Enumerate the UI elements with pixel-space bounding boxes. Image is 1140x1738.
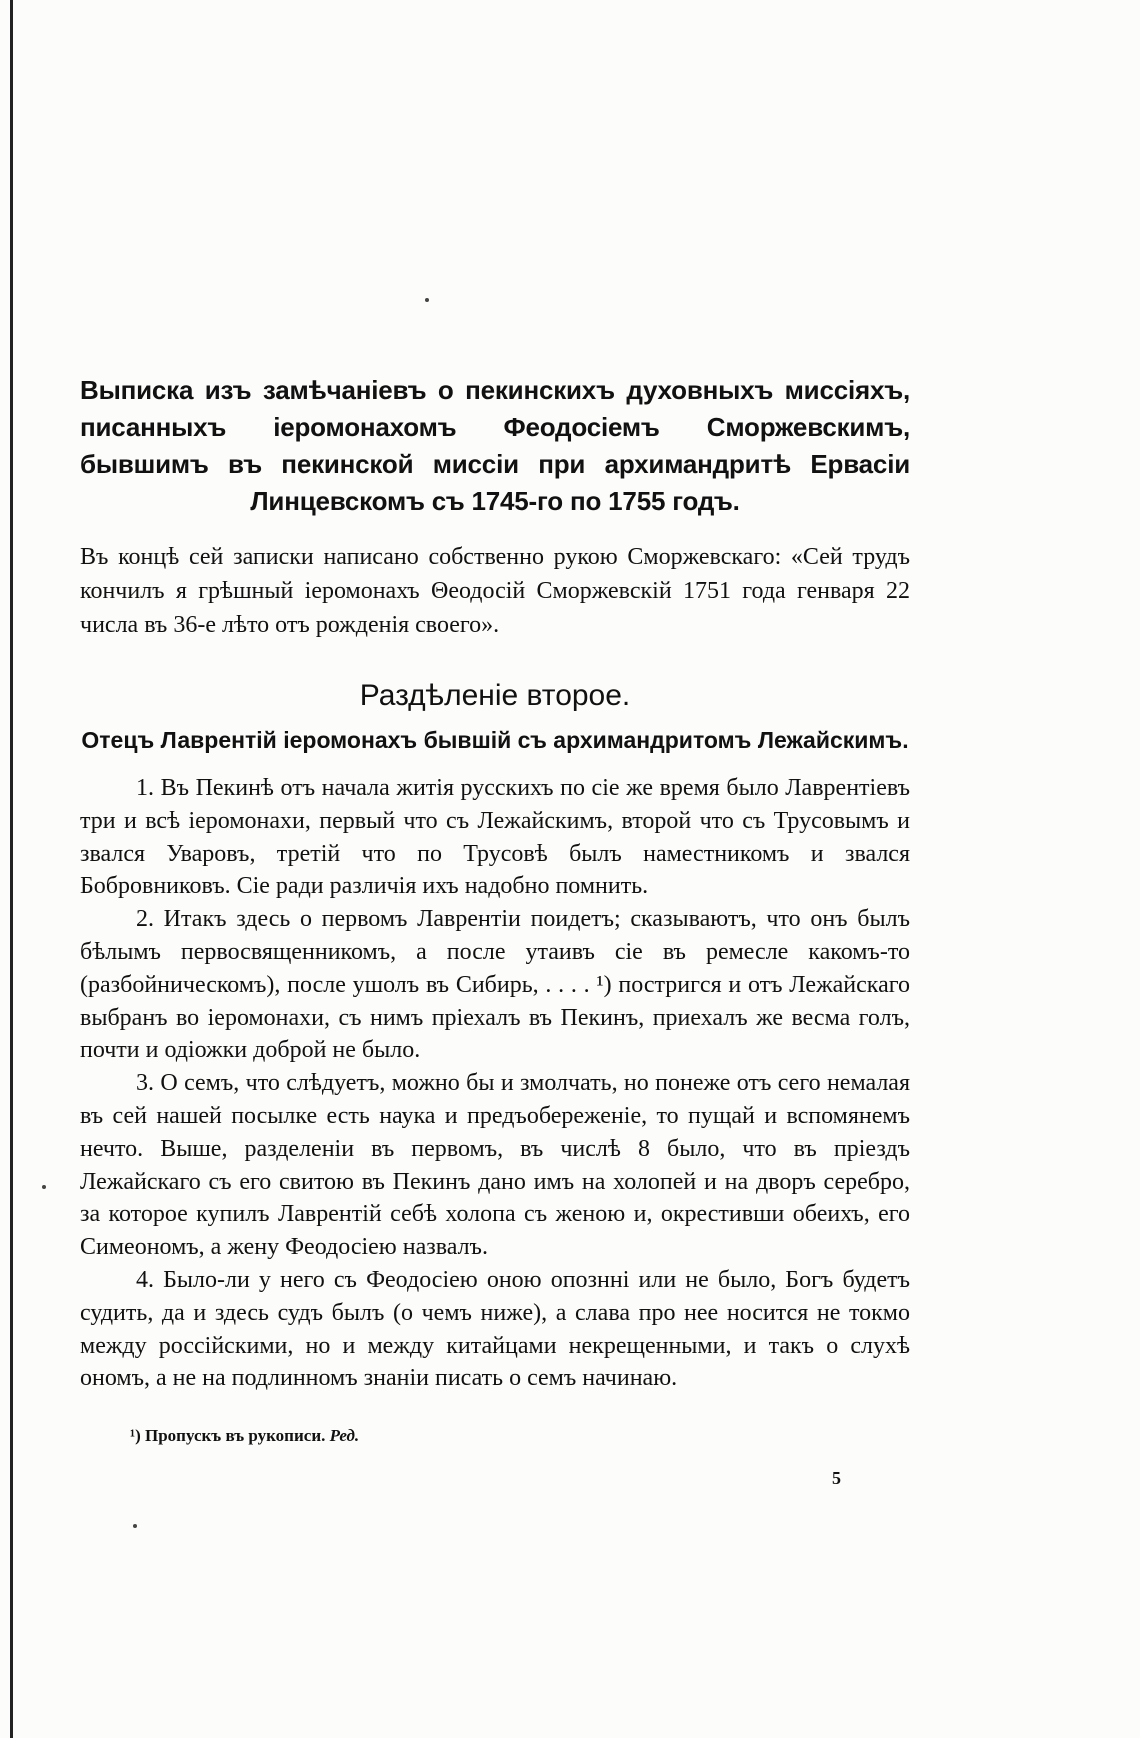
section-heading: Раздѣленiе второе.	[359, 679, 631, 712]
body-text	[80, 772, 910, 1395]
speck	[42, 1185, 46, 1189]
paragraph-2: 2. Итакъ здесь о первомъ Лаврентiи поидетъ; сказываютъ, что онъ былъ бѣлымъ первосвященникомъ, а после утаивъ сiе въ ремесле какомъ-то (разбойническомъ), после ушолъ въ Сибирь, . . . . ¹) постригся и отъ Лежайскаго выбранъ во iеромонахи, съ нимъ прiехалъ въ Пекинъ, приехалъ же весма голъ, почти и одiожки доброй не было.	[80, 906, 910, 1064]
author-note: Въ концѣ сей записки написано собственно рукою Сморжевскаго: «Сей трудъ кончилъ я грѣшный iеромонахъ Θеодосiй Сморжевскiй 1751 года генваря 22 числа въ 36-е лѣто отъ рожденiя своего».	[80, 544, 910, 638]
page-number: 5	[832, 1468, 841, 1488]
paragraph-1: 1. Въ Пекинѣ отъ начала житiя русскихъ по сiе же время было Лаврентiевъ три и всѣ iеромонахи, первый что съ Лежайскимъ, второй что съ Трусовымъ и звался Уваровъ, третiй что по Трусовѣ былъ наместникомъ и звался Бобровниковъ. Сiе ради различiя ихъ надобно помнить.	[80, 775, 910, 900]
footnote-editor: Ред.	[329, 1426, 360, 1445]
document-title: Выписка изъ замѣчанiевъ о пекинскихъ духовныхъ миссiяхъ, писанныхъ iеромонахомъ Феодосiемъ Сморжевскимъ, бывшимъ въ пекинской миссiи при архимандритѣ Ервасiи Линцевскомъ съ 1745-го по 1755 годъ.	[80, 375, 910, 516]
footnote-text: ¹) Пропускъ въ рукописи.	[130, 1426, 326, 1445]
footnote	[130, 1424, 630, 1448]
chapter-subheading: Отецъ Лаврентiй iеромонахъ бывшiй съ архимандритомъ Лежайскимъ.	[81, 727, 909, 753]
speck	[133, 1524, 137, 1528]
page-edge	[10, 0, 13, 1738]
speck	[425, 298, 429, 302]
paragraph-3: 3. О семъ, что слѣдуетъ, можно бы и змолчать, но понеже отъ сего немалая въ сей нашей посылке есть наука и предъобереженiе, то пущай и вспомянемъ нечто. Выше, разделенiи въ первомъ, въ числѣ 8 было, что въ прiездъ Лежайскаго съ его свитою въ Пекинъ дано имъ на холопей и на дворъ серебро, за которое купилъ Лаврентiй себѣ холопа съ женою и, окрестивши обеихъ, его Симеономъ, а жену Феодосiею назвалъ.	[80, 1070, 910, 1261]
paragraph-4: 4. Было-ли у него съ Феодосiею оною опозннi или не было, Богъ будетъ судить, да и здесь судъ былъ (о чемъ ниже), а слава про нее носится не токмо между россiйскими, но и между китайцами некрещенными, и такъ о слухѣ ономъ, а не на подлинномъ знанiи писать о семъ начинаю.	[80, 1266, 910, 1392]
